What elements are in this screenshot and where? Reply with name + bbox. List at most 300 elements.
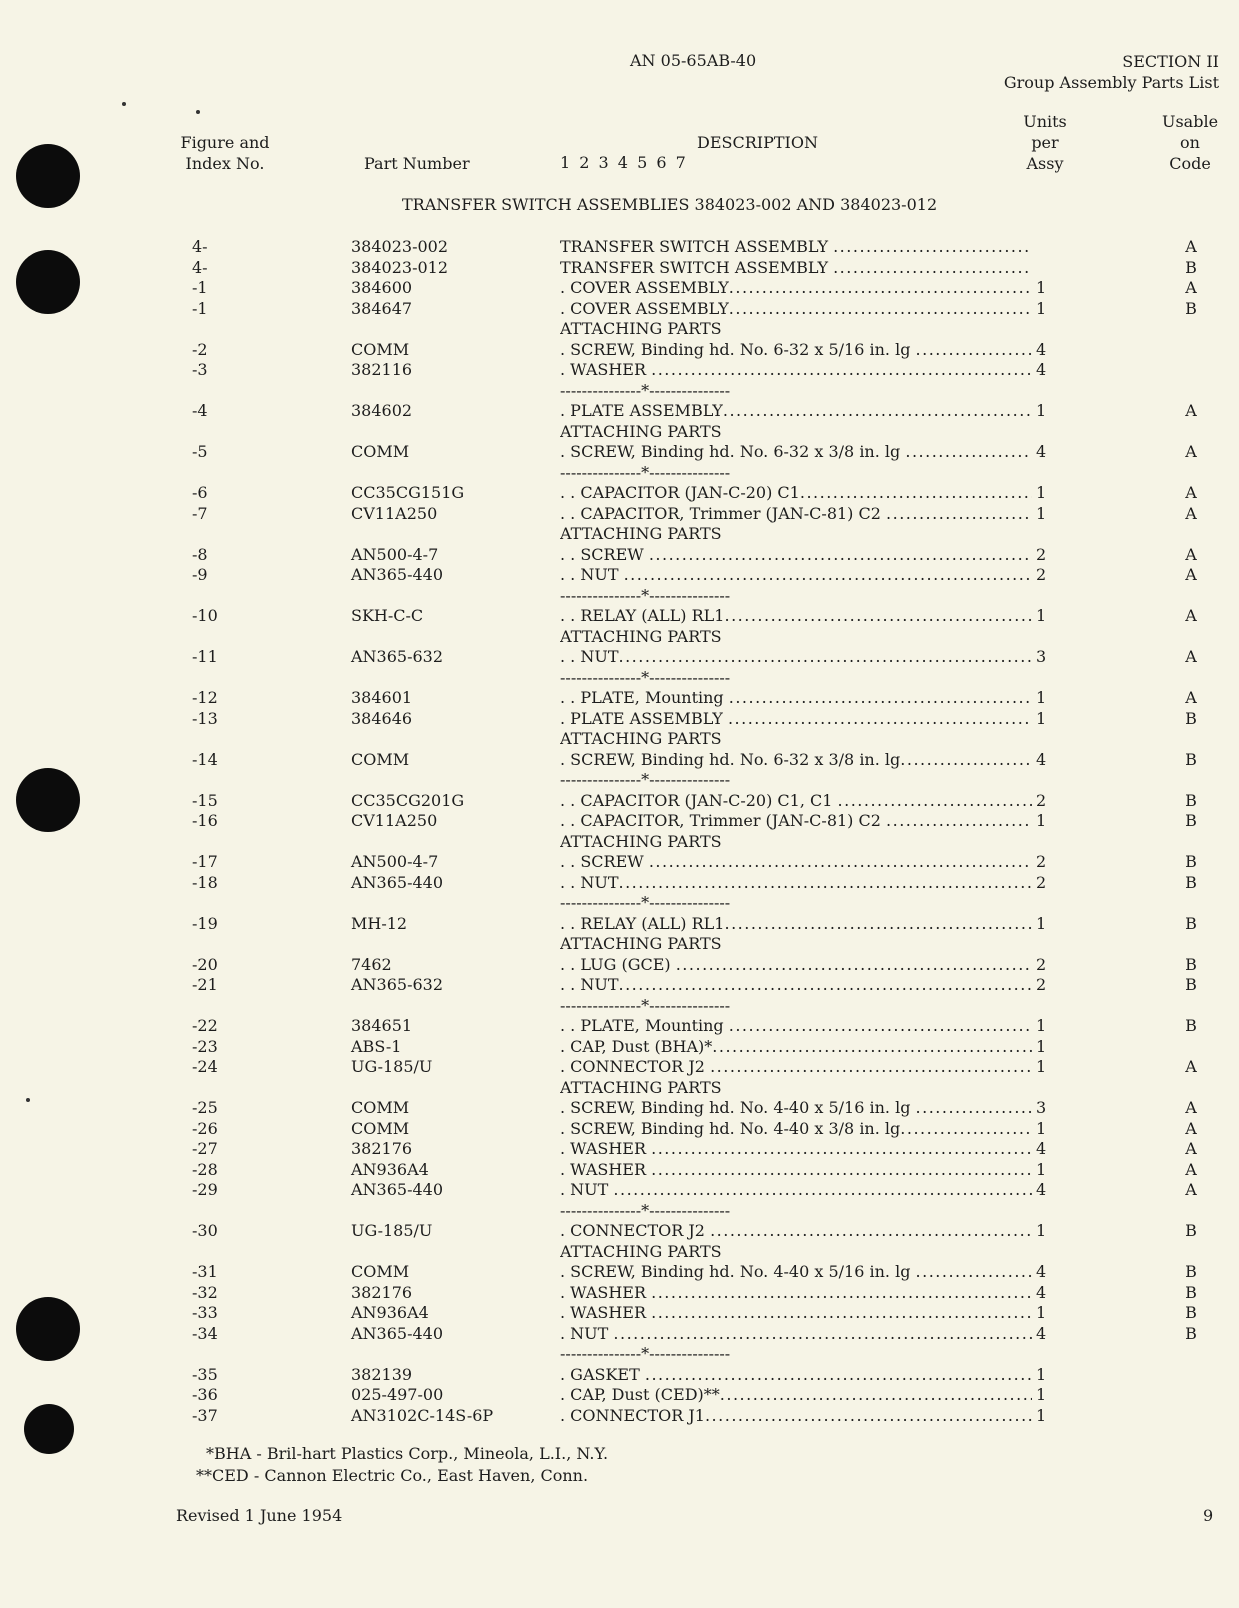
- column-figure-index-line2: Index No.: [185, 154, 265, 173]
- column-usable-on-code: [1150, 111, 1230, 174]
- part-number: 384023-002: [351, 237, 449, 256]
- dot-leader: [712, 1036, 1032, 1057]
- dot-leader: [728, 708, 1032, 729]
- table-row: [0, 954, 1239, 975]
- table-row: [0, 1405, 1239, 1426]
- table-row: [0, 339, 1239, 360]
- dot-leader: [710, 1056, 1032, 1077]
- description-text: . SCREW, Binding hd. No. 6-32 x 3/8 in. lg: [560, 749, 901, 769]
- separator-line: [0, 769, 1239, 790]
- usable-on-code: A: [1185, 606, 1197, 625]
- description: [560, 810, 1032, 831]
- description-text: . . NUT: [560, 647, 619, 666]
- part-number: 025-497-00: [351, 1385, 444, 1404]
- description: [560, 236, 1032, 257]
- table-row: [0, 1364, 1239, 1385]
- dot-leader: [729, 298, 1032, 319]
- separator-line: [0, 1343, 1239, 1364]
- index-number: 4-: [192, 237, 208, 256]
- description-text: ---------------*---------------: [560, 770, 731, 789]
- description-text: . . NUT: [560, 975, 619, 994]
- index-number: -3: [192, 360, 208, 379]
- dot-leader: [720, 1384, 1032, 1405]
- units-per-assy: 4: [1036, 1180, 1047, 1199]
- description: [560, 1343, 1032, 1364]
- dot-leader: [705, 1405, 1032, 1426]
- usable-on-code: A: [1185, 1180, 1197, 1199]
- description-text: . CAP, Dust (CED)**: [560, 1385, 720, 1404]
- units-per-assy: 1: [1036, 1405, 1047, 1425]
- section-title: Group Assembly Parts List: [1003, 73, 1219, 92]
- usable-on-code: A: [1185, 688, 1197, 707]
- usable-on-code: A: [1185, 1118, 1197, 1138]
- part-number: AN365-440: [351, 1180, 444, 1199]
- usable-on-code: B: [1185, 257, 1197, 277]
- part-number: COMM: [351, 749, 410, 769]
- description-text: . . RELAY (ALL) RL1: [560, 606, 725, 625]
- description: [560, 1384, 1032, 1405]
- description: [560, 995, 1032, 1016]
- part-number: CC35CG151G: [351, 483, 465, 502]
- usable-on-code: B: [1185, 954, 1197, 974]
- description: [560, 564, 1032, 585]
- document-number: AN 05-65AB-40: [630, 51, 757, 70]
- description-text: ---------------*---------------: [560, 667, 731, 687]
- part-number: 384601: [351, 688, 413, 707]
- index-number: -22: [192, 1016, 218, 1035]
- table-row: [0, 544, 1239, 565]
- dot-leader: [916, 1097, 1032, 1118]
- usable-on-code: B: [1185, 1262, 1197, 1281]
- description-text: . CONNECTOR J2: [560, 1057, 711, 1076]
- table-row: [0, 236, 1239, 257]
- table-row: [0, 810, 1239, 831]
- units-line1: Units: [1023, 112, 1067, 131]
- part-number: 382176: [351, 1139, 413, 1158]
- units-per-assy: 4: [1036, 1262, 1047, 1281]
- table-row: [0, 298, 1239, 319]
- description: [560, 1179, 1032, 1200]
- attaching-parts-heading: [0, 728, 1239, 749]
- units-per-assy: 1: [1036, 1118, 1047, 1138]
- description-text: ATTACHING PARTS: [560, 626, 722, 646]
- dot-leader: [886, 810, 1032, 831]
- description: [560, 1077, 1032, 1098]
- table-row: [0, 790, 1239, 811]
- usable-on-code: A: [1185, 278, 1197, 297]
- usable-on-code: A: [1185, 1057, 1197, 1076]
- description-text: . SCREW, Binding hd. No. 6-32 x 5/16 in. lg: [560, 339, 916, 359]
- index-number: -16: [192, 811, 218, 830]
- description-text: . . SCREW: [560, 852, 649, 871]
- dot-leader: [833, 257, 1032, 278]
- usable-on-code: B: [1185, 790, 1197, 810]
- table-row: [0, 1282, 1239, 1303]
- part-number: AN365-632: [351, 975, 444, 994]
- usable-on-code: B: [1185, 811, 1197, 830]
- units-per-assy: 1: [1036, 503, 1047, 523]
- index-number: -31: [192, 1262, 218, 1281]
- attaching-parts-heading: [0, 1077, 1239, 1098]
- units-per-assy: 2: [1036, 544, 1047, 564]
- dot-leader: [651, 1302, 1032, 1323]
- index-number: -7: [192, 503, 208, 523]
- column-description: DESCRIPTION: [697, 133, 818, 152]
- units-per-assy: 1: [1036, 688, 1047, 707]
- dot-leader: [905, 441, 1032, 462]
- description-text: . . CAPACITOR, Trimmer (JAN-C-81) C2: [560, 811, 887, 830]
- part-number: COMM: [351, 1118, 410, 1138]
- dot-leader: [886, 503, 1032, 524]
- units-per-assy: 2: [1036, 954, 1047, 974]
- description: [560, 523, 1032, 544]
- dot-leader: [624, 564, 1032, 585]
- dot-leader: [729, 277, 1032, 298]
- dot-leader: [900, 1118, 1032, 1139]
- index-number: -14: [192, 749, 218, 769]
- part-number: CC35CG201G: [351, 790, 465, 810]
- usable-line1: Usable: [1161, 112, 1219, 131]
- description-text: . CAP, Dust (BHA)*: [560, 1036, 713, 1056]
- index-number: -21: [192, 975, 218, 994]
- description-text: . . CAPACITOR, Trimmer (JAN-C-81) C2: [560, 503, 887, 523]
- units-per-assy: 4: [1036, 1139, 1047, 1158]
- group-title: TRANSFER SWITCH ASSEMBLIES 384023-002 AND 384023-012: [402, 195, 938, 214]
- description: [560, 1241, 1032, 1262]
- separator-line: [0, 1200, 1239, 1221]
- index-number: -24: [192, 1057, 218, 1076]
- usable-on-code: B: [1185, 1282, 1197, 1302]
- units-per-assy: 2: [1036, 852, 1047, 871]
- units-per-assy: 2: [1036, 565, 1047, 584]
- description-text: ---------------*---------------: [560, 893, 731, 912]
- units-per-assy: 1: [1036, 1057, 1047, 1076]
- description: [560, 1220, 1032, 1241]
- description-text: ATTACHING PARTS: [560, 1077, 722, 1097]
- description-text: ---------------*---------------: [560, 995, 731, 1015]
- description-text: ---------------*---------------: [560, 1200, 731, 1220]
- description: [560, 769, 1032, 790]
- table-row: [0, 1220, 1239, 1241]
- dot-leader: [619, 974, 1033, 995]
- description-text: . NUT: [560, 1180, 614, 1199]
- description-text: . PLATE ASSEMBLY: [560, 401, 723, 420]
- units-per-assy: 1: [1036, 1303, 1047, 1322]
- section-label: SECTION II: [1122, 52, 1219, 71]
- description-text: ATTACHING PARTS: [560, 934, 722, 953]
- description: [560, 954, 1032, 975]
- dot-leader: [916, 339, 1032, 360]
- description-text: . . CAPACITOR (JAN-C-20) C1, C1: [560, 790, 838, 810]
- description-text: . COVER ASSEMBLY: [560, 298, 729, 318]
- description-text: . . PLATE, Mounting: [560, 1016, 729, 1035]
- part-number: COMM: [351, 1262, 410, 1281]
- usable-line3: Code: [1169, 154, 1211, 173]
- index-number: -2: [192, 339, 208, 359]
- description: [560, 1200, 1032, 1221]
- dot-leader: [729, 687, 1032, 708]
- description: [560, 482, 1032, 503]
- column-figure-index-line1: Figure and: [180, 133, 270, 152]
- description: [560, 1302, 1032, 1323]
- index-number: -18: [192, 872, 218, 892]
- part-number: 384602: [351, 401, 413, 420]
- table-row: [0, 708, 1239, 729]
- description: [560, 1056, 1032, 1077]
- table-row: [0, 1056, 1239, 1077]
- dot-leader: [649, 851, 1032, 872]
- part-number: 384023-012: [351, 257, 449, 277]
- table-row: [0, 1261, 1239, 1282]
- description-text: . GASKET: [560, 1364, 645, 1384]
- footnote-bha: *BHA - Bril-hart Plastics Corp., Mineola, L.I., N.Y.: [206, 1444, 609, 1463]
- usable-on-code: B: [1185, 913, 1197, 933]
- units-per-assy: 1: [1036, 606, 1047, 625]
- index-number: -12: [192, 688, 218, 707]
- revision-date: Revised 1 June 1954: [176, 1506, 343, 1525]
- table-row: [0, 1097, 1239, 1118]
- index-number: -28: [192, 1159, 218, 1179]
- dot-leader: [800, 482, 1032, 503]
- units-per-assy: 1: [1036, 708, 1047, 728]
- description: [560, 380, 1032, 401]
- usable-on-code: B: [1185, 1303, 1197, 1322]
- table-row: [0, 1036, 1239, 1057]
- usable-on-code: B: [1185, 1016, 1197, 1035]
- column-figure-index: [170, 132, 280, 174]
- dot-leader: [651, 1282, 1032, 1303]
- index-number: -11: [192, 647, 218, 666]
- table-row: [0, 687, 1239, 708]
- table-row: [0, 1159, 1239, 1180]
- usable-on-code: B: [1185, 1323, 1197, 1343]
- index-number: -32: [192, 1282, 218, 1302]
- description: [560, 708, 1032, 729]
- column-indent-levels: 1 2 3 4 5 6 7: [560, 153, 686, 172]
- column-part-number: Part Number: [364, 154, 470, 173]
- units-per-assy: 1: [1036, 1016, 1047, 1035]
- part-number: AN936A4: [351, 1159, 429, 1179]
- dot-leader: [651, 1138, 1032, 1159]
- description: [560, 1036, 1032, 1057]
- description-text: ---------------*---------------: [560, 380, 731, 400]
- part-number: CV11A250: [351, 503, 438, 523]
- dot-leader: [916, 1261, 1032, 1282]
- units-per-assy: 1: [1036, 1364, 1047, 1384]
- index-number: -27: [192, 1139, 218, 1158]
- units-per-assy: 1: [1036, 298, 1047, 318]
- table-row: [0, 482, 1239, 503]
- description-text: . . NUT: [560, 565, 624, 584]
- table-row: [0, 1179, 1239, 1200]
- description: [560, 605, 1032, 626]
- description-text: . SCREW, Binding hd. No. 6-32 x 3/8 in. lg: [560, 442, 906, 461]
- dot-leader: [613, 1179, 1032, 1200]
- description-text: ATTACHING PARTS: [560, 524, 722, 543]
- units-per-assy: 4: [1036, 360, 1047, 379]
- page-number: 9: [1203, 1506, 1214, 1525]
- part-number: SKH-C-C: [351, 606, 424, 625]
- description: [560, 831, 1032, 852]
- dot-leader: [724, 913, 1032, 934]
- units-per-assy: 1: [1036, 1221, 1047, 1240]
- description: [560, 872, 1032, 893]
- usable-on-code: A: [1185, 503, 1197, 523]
- attaching-parts-heading: [0, 831, 1239, 852]
- table-row: [0, 646, 1239, 667]
- description-text: . WASHER: [560, 1282, 652, 1302]
- units-per-assy: 1: [1036, 913, 1047, 933]
- description: [560, 687, 1032, 708]
- part-number: COMM: [351, 442, 410, 461]
- units-per-assy: 4: [1036, 1282, 1047, 1302]
- table-row: [0, 1118, 1239, 1139]
- index-number: -6: [192, 483, 208, 502]
- table-row: [0, 359, 1239, 380]
- description: [560, 728, 1032, 749]
- table-row: [0, 974, 1239, 995]
- speck: [196, 110, 200, 114]
- usable-on-code: A: [1185, 1159, 1197, 1179]
- description: [560, 1015, 1032, 1036]
- part-number: AN3102C-14S-6P: [351, 1405, 494, 1425]
- dot-leader: [645, 1364, 1032, 1385]
- description: [560, 257, 1032, 278]
- table-row: [0, 1015, 1239, 1036]
- units-per-assy: 3: [1036, 647, 1047, 666]
- units-per-assy: 1: [1036, 1036, 1047, 1056]
- separator-line: [0, 380, 1239, 401]
- table-row: [0, 1323, 1239, 1344]
- description-text: ---------------*---------------: [560, 585, 731, 605]
- usable-on-code: A: [1185, 565, 1197, 584]
- description-text: TRANSFER SWITCH ASSEMBLY: [560, 257, 834, 277]
- description: [560, 1282, 1032, 1303]
- part-number: AN365-440: [351, 1323, 444, 1343]
- table-row: [0, 564, 1239, 585]
- description-text: . . PLATE, Mounting: [560, 688, 729, 707]
- description-text: ATTACHING PARTS: [560, 421, 722, 441]
- description-text: . WASHER: [560, 1159, 652, 1179]
- index-number: -1: [192, 298, 208, 318]
- description-text: . NUT: [560, 1323, 614, 1343]
- dot-leader: [838, 790, 1032, 811]
- usable-on-code: A: [1185, 1098, 1197, 1117]
- usable-on-code: B: [1185, 298, 1197, 318]
- dot-leader: [729, 1015, 1032, 1036]
- usable-on-code: A: [1185, 647, 1197, 666]
- description: [560, 1097, 1032, 1118]
- dot-leader: [833, 236, 1032, 257]
- description-text: . CONNECTOR J1: [560, 1405, 705, 1425]
- units-per-assy: 2: [1036, 872, 1047, 892]
- description-text: ATTACHING PARTS: [560, 831, 722, 851]
- table-row: [0, 1138, 1239, 1159]
- part-number: AN365-632: [351, 647, 444, 666]
- part-number: 384600: [351, 278, 413, 297]
- part-number: 384646: [351, 708, 413, 728]
- table-row: [0, 605, 1239, 626]
- index-number: -4: [192, 401, 208, 420]
- description-text: ATTACHING PARTS: [560, 1241, 722, 1261]
- part-number: AN936A4: [351, 1303, 429, 1322]
- description: [560, 400, 1032, 421]
- description: [560, 1138, 1032, 1159]
- dot-leader: [723, 400, 1032, 421]
- part-number: COMM: [351, 339, 410, 359]
- description-text: . CONNECTOR J2: [560, 1221, 711, 1240]
- dot-leader: [651, 359, 1032, 380]
- part-number: 382139: [351, 1364, 413, 1384]
- description-text: . SCREW, Binding hd. No. 4-40 x 5/16 in. lg: [560, 1098, 916, 1117]
- description-text: ---------------*---------------: [560, 462, 731, 482]
- description-text: . . RELAY (ALL) RL1: [560, 913, 725, 933]
- units-per-assy: 4: [1036, 339, 1047, 359]
- units-line3: Assy: [1026, 154, 1064, 173]
- separator-line: [0, 462, 1239, 483]
- description: [560, 1118, 1032, 1139]
- description-text: . WASHER: [560, 1139, 652, 1158]
- part-number: 384647: [351, 298, 413, 318]
- part-number: 382116: [351, 360, 413, 379]
- table-row: [0, 277, 1239, 298]
- index-number: -5: [192, 442, 208, 461]
- description: [560, 646, 1032, 667]
- units-per-assy: 1: [1036, 811, 1047, 830]
- usable-line2: on: [1180, 133, 1200, 152]
- description: [560, 1364, 1032, 1385]
- part-number: ABS-1: [351, 1036, 402, 1056]
- units-per-assy: 2: [1036, 790, 1047, 810]
- part-number: AN365-440: [351, 872, 444, 892]
- usable-on-code: B: [1185, 708, 1197, 728]
- description: [560, 1261, 1032, 1282]
- speck: [122, 102, 126, 106]
- usable-on-code: B: [1185, 749, 1197, 769]
- separator-line: [0, 995, 1239, 1016]
- part-number: UG-185/U: [351, 1221, 433, 1240]
- usable-on-code: A: [1185, 442, 1197, 461]
- units-per-assy: 4: [1036, 749, 1047, 769]
- dot-leader: [651, 1159, 1032, 1180]
- table-row: [0, 851, 1239, 872]
- table-row: [0, 1302, 1239, 1323]
- description-text: . WASHER: [560, 1303, 652, 1322]
- table-row: [0, 872, 1239, 893]
- units-per-assy: 4: [1036, 1323, 1047, 1343]
- usable-on-code: A: [1185, 544, 1197, 564]
- index-number: -26: [192, 1118, 218, 1138]
- attaching-parts-heading: [0, 626, 1239, 647]
- description-text: ---------------*---------------: [560, 1344, 731, 1363]
- index-number: -8: [192, 544, 208, 564]
- description: [560, 1159, 1032, 1180]
- index-number: -1: [192, 278, 208, 297]
- separator-line: [0, 892, 1239, 913]
- index-number: -20: [192, 954, 218, 974]
- description-text: . COVER ASSEMBLY: [560, 278, 729, 297]
- index-number: -33: [192, 1303, 218, 1322]
- separator-line: [0, 585, 1239, 606]
- index-number: -35: [192, 1364, 218, 1384]
- description-text: . SCREW, Binding hd. No. 4-40 x 5/16 in. lg: [560, 1262, 916, 1281]
- description: [560, 318, 1032, 339]
- usable-on-code: B: [1185, 1221, 1197, 1240]
- part-number: AN500-4-7: [351, 544, 439, 564]
- index-number: -36: [192, 1385, 218, 1404]
- dot-leader: [649, 544, 1032, 565]
- description-text: ATTACHING PARTS: [560, 729, 722, 748]
